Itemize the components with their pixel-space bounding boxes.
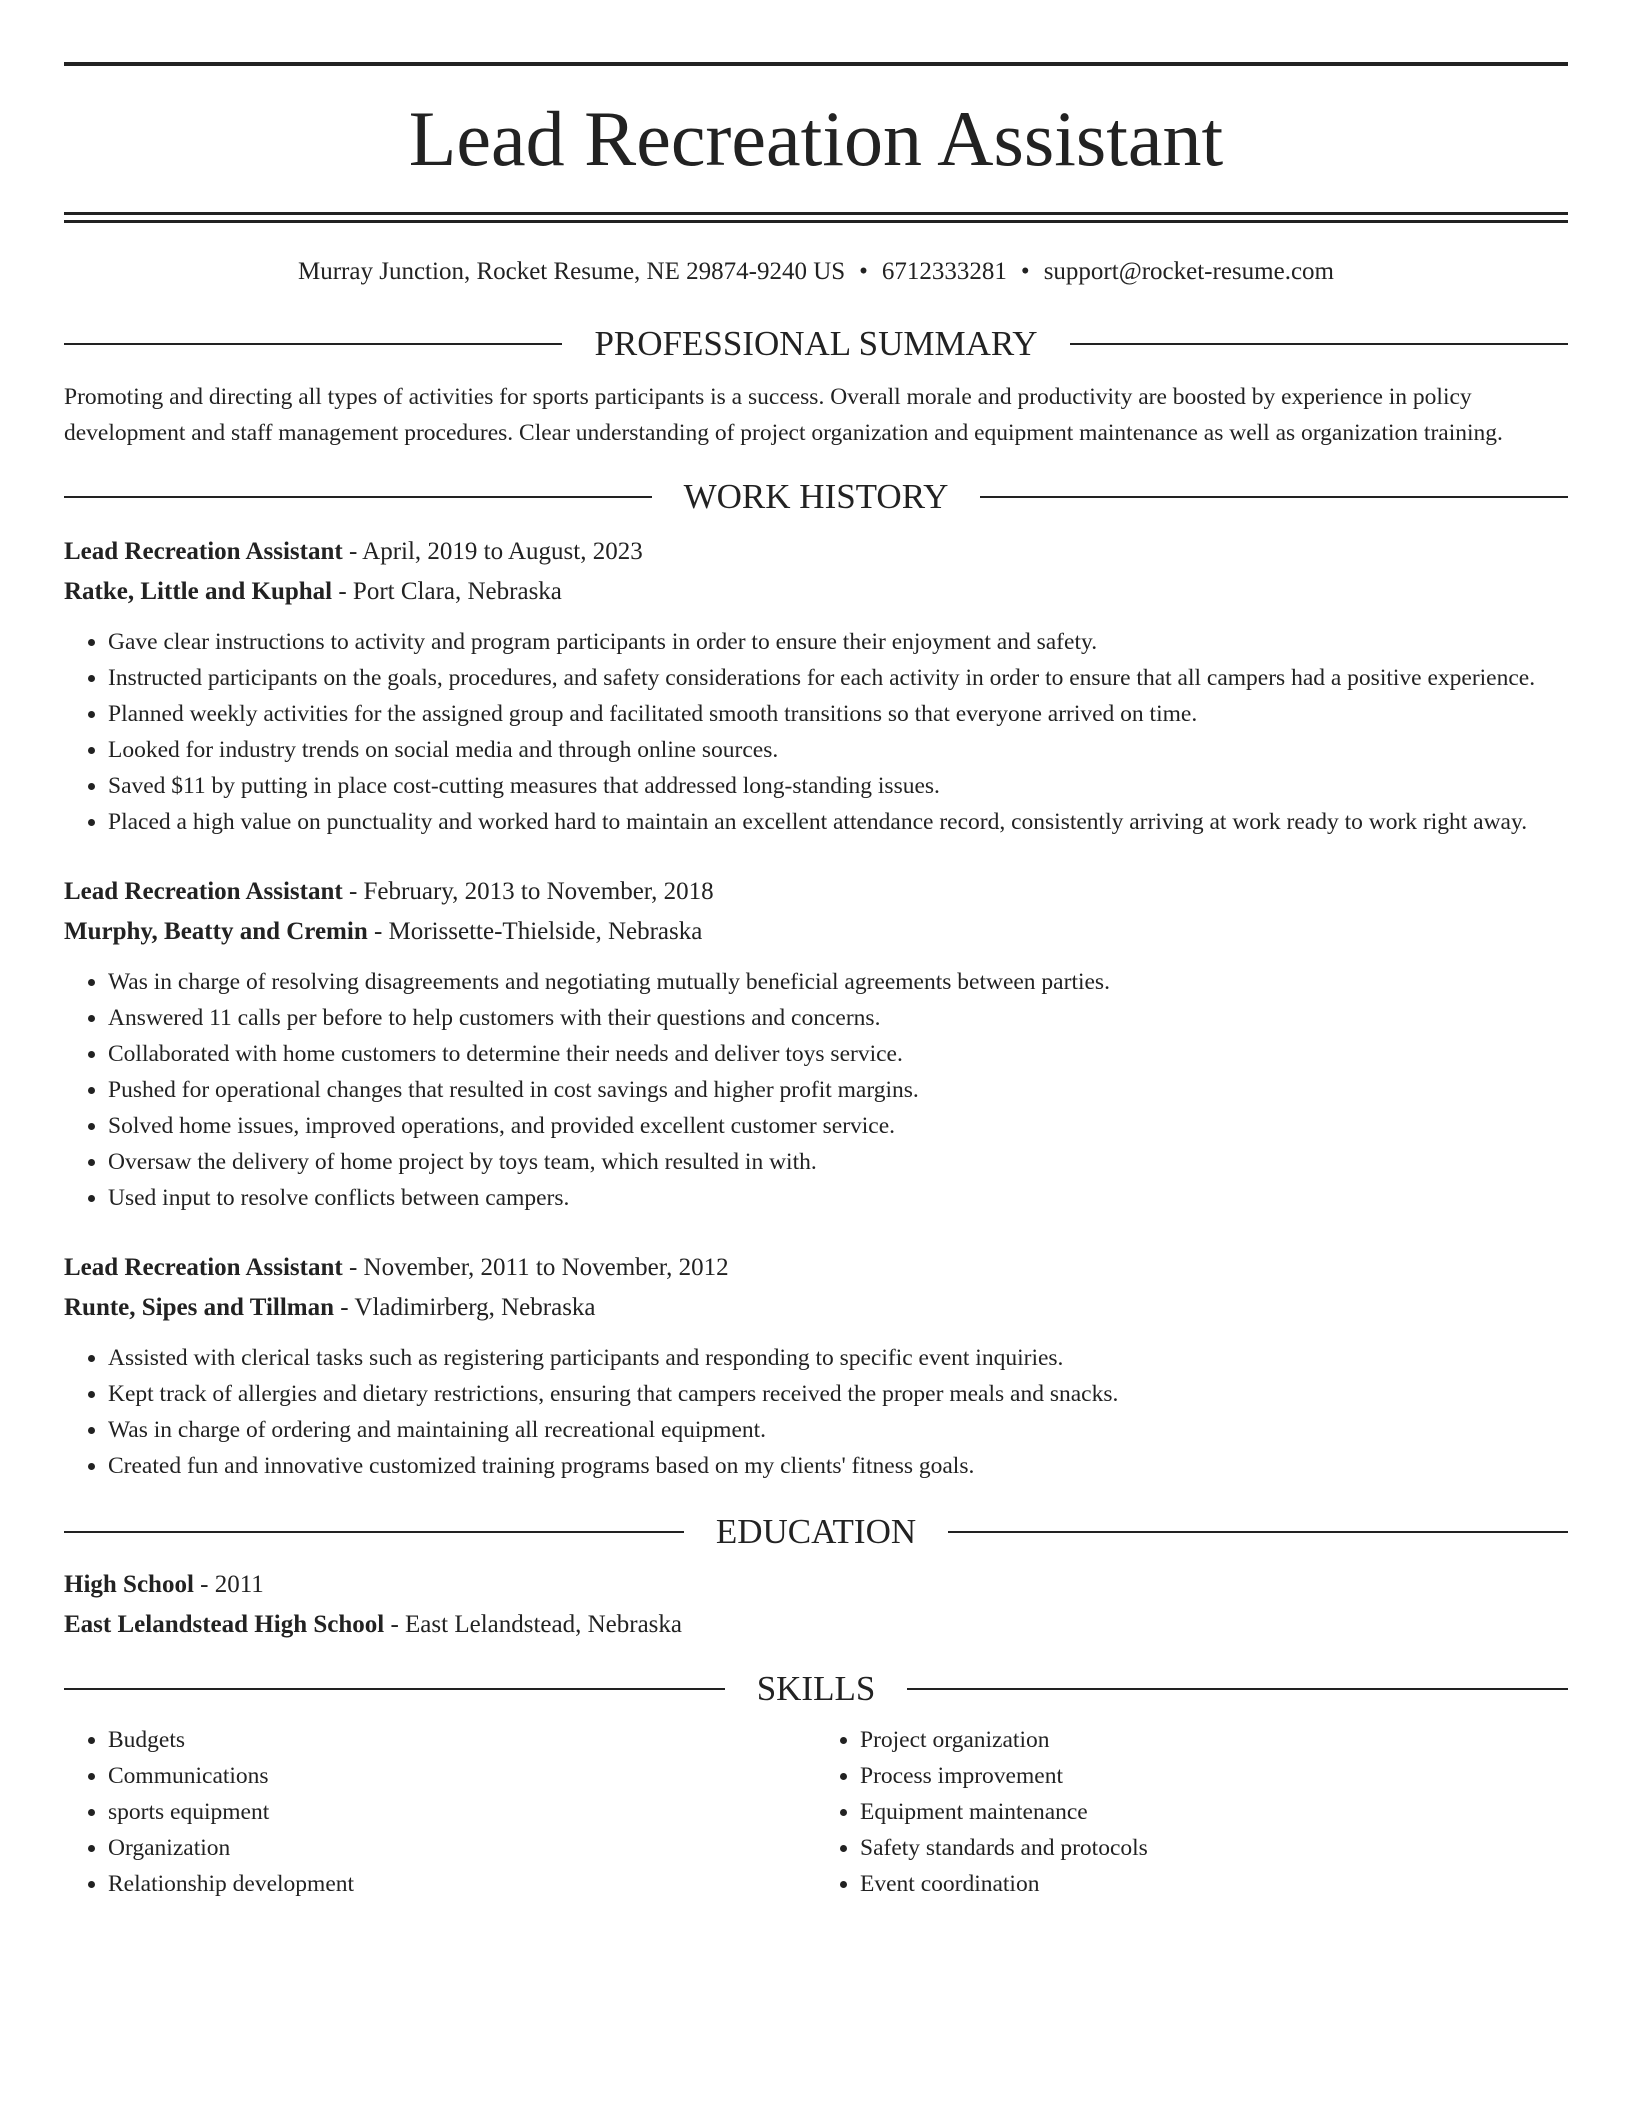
list-item: • Oversaw the delivery of home project by toys team, which resulted in with. — [108, 1144, 1568, 1180]
job-title: Lead Recreation Assistant — [64, 878, 343, 905]
section-title: SKILLS — [756, 1669, 876, 1708]
list-item: • Collaborated with home customers to determine their needs and deliver toys service. — [108, 1036, 1568, 1072]
heading-rule-right — [948, 1531, 1568, 1533]
title-double-rule — [64, 212, 1568, 223]
list-item: • Assisted with clerical tasks such as registering participants and responding to specific event inquiries. — [108, 1340, 1568, 1376]
job-location: - Port Clara, Nebraska — [332, 578, 562, 605]
list-item: • Answered 11 calls per before to help customers with their questions and concerns. — [108, 1000, 1568, 1036]
job-company: Runte, Sipes and Tillman — [64, 1294, 335, 1321]
job-company-line — [64, 572, 1568, 612]
resume-page — [64, 62, 1568, 1902]
skills-list — [64, 1722, 1568, 1902]
list-item: • Saved $11 by putting in place cost-cutting measures that addressed long-standing issues. — [108, 768, 1568, 804]
job-dates: - November, 2011 to November, 2012 — [342, 1254, 729, 1281]
job-title-line — [64, 872, 1568, 912]
list-item: • Budgets — [108, 1722, 816, 1758]
job-title-line — [64, 532, 1568, 572]
job-entry — [64, 1248, 1568, 1484]
section-heading-skills — [64, 1671, 1568, 1706]
list-item: • Was in charge of resolving disagreements and negotiating mutually beneficial agreements between parties. — [108, 964, 1568, 1000]
section-title: PROFESSIONAL SUMMARY — [594, 324, 1038, 363]
heading-rule-right — [907, 1688, 1568, 1690]
job-bullets — [64, 1340, 1568, 1484]
education-entry — [64, 1565, 1568, 1645]
job-entry — [64, 872, 1568, 1216]
education-location: - East Lelandstead, Nebraska — [384, 1611, 682, 1638]
section-heading-work — [64, 479, 1568, 514]
list-item: • sports equipment — [108, 1794, 816, 1830]
job-company-line — [64, 1288, 1568, 1328]
job-company: Murphy, Beatty and Cremin — [64, 918, 368, 945]
list-item: • Equipment maintenance — [860, 1794, 1568, 1830]
job-location: - Morissette-Thielside, Nebraska — [367, 918, 703, 945]
job-company: Ratke, Little and Kuphal — [64, 578, 333, 605]
heading-rule-left — [64, 343, 562, 345]
resume-title: Lead Recreation Assistant — [408, 95, 1224, 182]
list-item: • Project organization — [860, 1722, 1568, 1758]
list-item: • Communications — [108, 1758, 816, 1794]
contact-line — [64, 259, 1568, 284]
job-bullets — [64, 624, 1568, 840]
list-item: • Organization — [108, 1830, 816, 1866]
contact-address: Murray Junction, Rocket Resume, NE 29874-9240 US — [298, 258, 846, 285]
contact-email: support@rocket-resume.com — [1043, 258, 1334, 285]
list-item: • Looked for industry trends on social media and through online sources. — [108, 732, 1568, 768]
job-dates: - February, 2013 to November, 2018 — [342, 878, 714, 905]
list-item: • Relationship development — [108, 1866, 816, 1902]
list-item: • Gave clear instructions to activity and program participants in order to ensure their enjoyment and safety. — [108, 624, 1568, 660]
list-item: • Safety standards and protocols — [860, 1830, 1568, 1866]
heading-rule-left — [64, 496, 652, 498]
job-company-line — [64, 912, 1568, 952]
job-title: Lead Recreation Assistant — [64, 1254, 343, 1281]
education-school-line — [64, 1605, 1568, 1645]
skills-column-right — [816, 1722, 1568, 1902]
list-item: • Used input to resolve conflicts between campers. — [108, 1180, 1568, 1216]
skills-column-left — [64, 1722, 816, 1902]
top-rule — [64, 62, 1568, 66]
contact-phone: 6712333281 — [881, 258, 1007, 285]
list-item: • Process improvement — [860, 1758, 1568, 1794]
list-item: • Solved home issues, improved operations, and provided excellent customer service. — [108, 1108, 1568, 1144]
heading-rule-right — [980, 496, 1568, 498]
contact-separator: • — [1020, 258, 1030, 285]
list-item: • Was in charge of ordering and maintaining all recreational equipment. — [108, 1412, 1568, 1448]
heading-rule-left — [64, 1531, 684, 1533]
list-item: • Placed a high value on punctuality and worked hard to maintain an excellent attendance record, consistently arriving at work ready to work right away. — [108, 804, 1568, 840]
work-history — [64, 532, 1568, 1484]
list-item: • Event coordination — [860, 1866, 1568, 1902]
job-location: - Vladimirberg, Nebraska — [334, 1294, 596, 1321]
list-item: • Instructed participants on the goals, procedures, and safety considerations for each activity in order to ensure that all campers had a positive experience. — [108, 660, 1568, 696]
section-title: EDUCATION — [715, 1512, 917, 1551]
job-dates: - April, 2019 to August, 2023 — [342, 538, 643, 565]
education-degree-line — [64, 1565, 1568, 1605]
list-item: • Kept track of allergies and dietary restrictions, ensuring that campers received the proper meals and snacks. — [108, 1376, 1568, 1412]
education-degree: High School — [64, 1571, 194, 1598]
section-title: WORK HISTORY — [683, 477, 949, 516]
heading-rule-left — [64, 1688, 725, 1690]
job-title-line — [64, 1248, 1568, 1288]
section-heading-summary — [64, 326, 1568, 361]
job-title: Lead Recreation Assistant — [64, 538, 343, 565]
heading-rule-right — [1070, 343, 1568, 345]
list-item: • Created fun and innovative customized training programs based on my clients' fitness goals. — [108, 1448, 1568, 1484]
contact-separator: • — [859, 258, 868, 285]
summary-text: Promoting and directing all types of activities for sports participants is a success. Overall morale and productivity are boosted by experience in policy development and staff management procedures. Clear understanding of project organization and equipment maintenance as well as organization training. — [64, 384, 1503, 446]
list-item: • Pushed for operational changes that resulted in cost savings and higher profit margins. — [108, 1072, 1568, 1108]
education-year: - 2011 — [193, 1571, 264, 1598]
section-heading-education — [64, 1514, 1568, 1549]
job-bullets — [64, 964, 1568, 1216]
list-item: • Planned weekly activities for the assigned group and facilitated smooth transitions so that everyone arrived on time. — [108, 696, 1568, 732]
job-entry — [64, 532, 1568, 840]
education-school: East Lelandstead High School — [64, 1611, 385, 1638]
